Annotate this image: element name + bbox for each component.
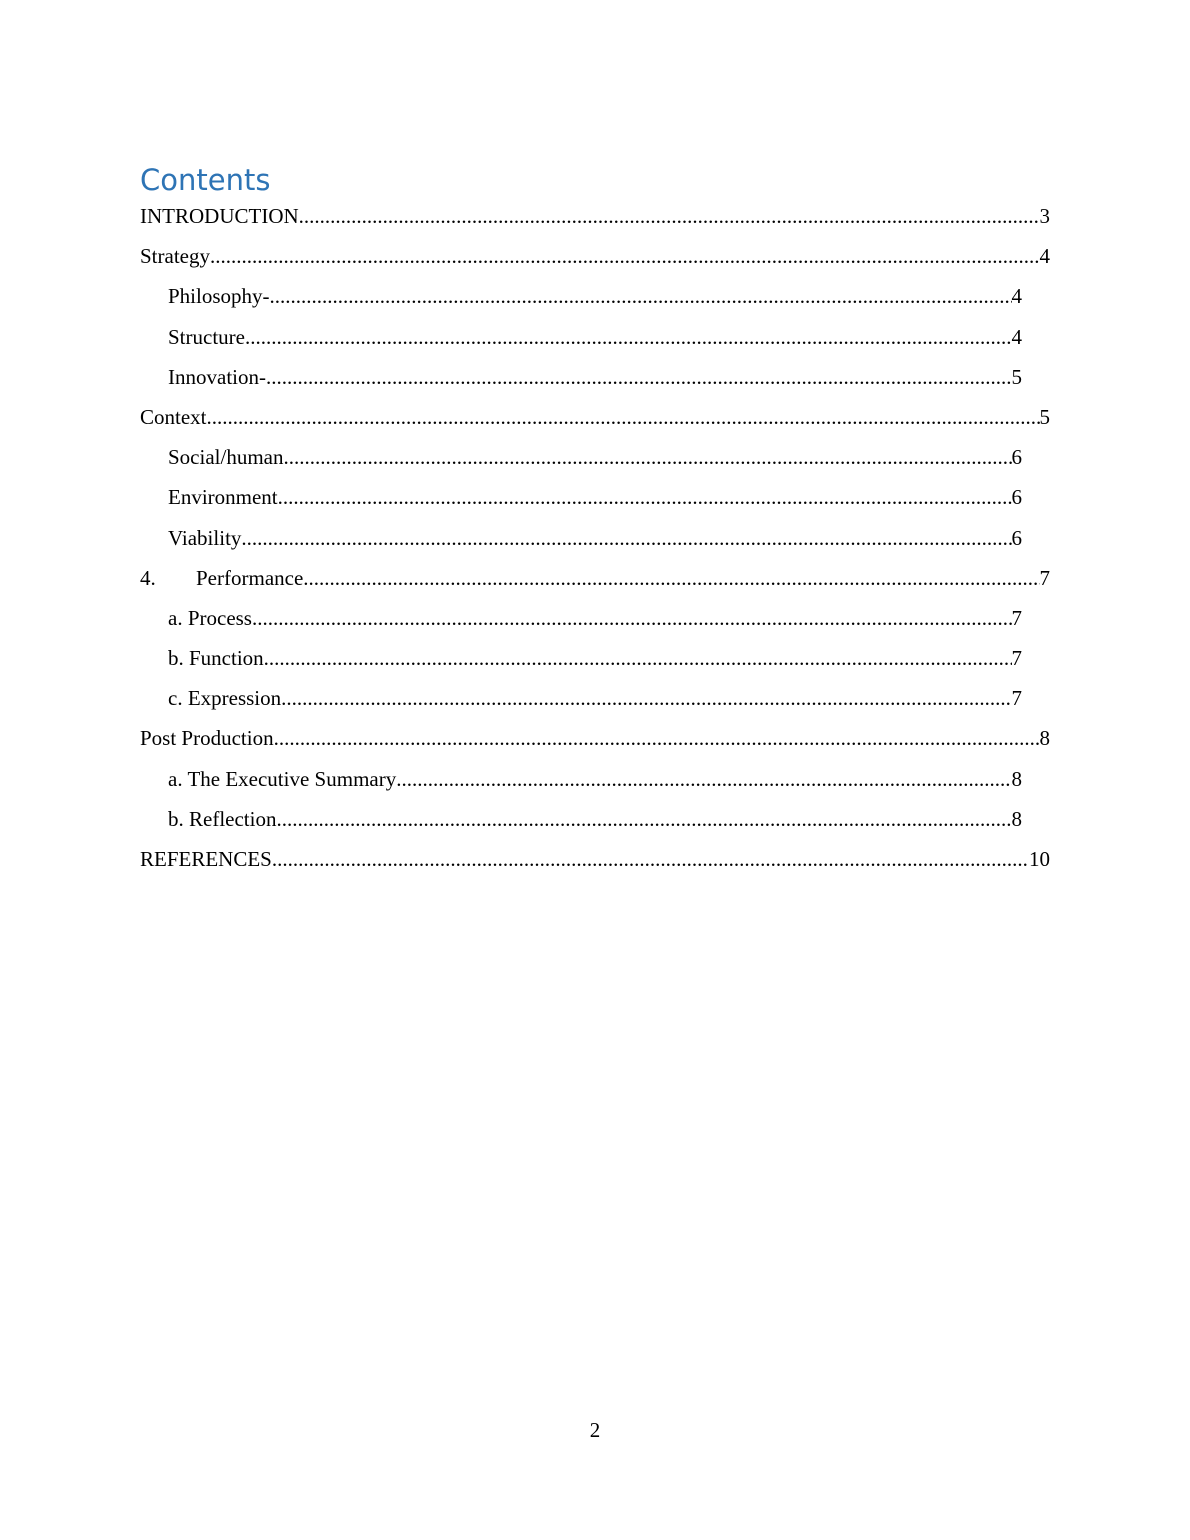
toc-entry-page-number: 3 (1039, 204, 1050, 228)
toc-entry-page-number: 6 (1011, 485, 1022, 510)
toc-entry[interactable] (140, 558, 1050, 598)
toc-dot-leader (210, 236, 1040, 276)
toc-entry-label: c. Expression (168, 686, 282, 711)
toc-dot-leader (276, 799, 1011, 839)
toc-entry[interactable] (140, 317, 1050, 357)
table-of-contents (140, 196, 1050, 879)
toc-entry-label: Post Production (140, 726, 274, 751)
toc-entry[interactable] (140, 759, 1050, 799)
toc-entry-page-number: 7 (1011, 605, 1022, 630)
toc-dot-leader (272, 839, 1029, 879)
toc-entry-label: INTRODUCTION (140, 204, 299, 228)
toc-entry[interactable] (140, 236, 1050, 276)
toc-entry[interactable] (140, 718, 1050, 758)
toc-entry-label: Performance (196, 565, 304, 590)
toc-entry-page-number: 6 (1011, 525, 1022, 550)
toc-entry[interactable] (140, 357, 1050, 397)
toc-dot-leader (283, 437, 1011, 477)
toc-dot-leader (299, 196, 1040, 236)
toc-entry-label: REFERENCES (140, 847, 272, 871)
toc-dot-leader (270, 276, 1012, 316)
toc-entry-page-number: 10 (1029, 847, 1050, 871)
toc-entry[interactable] (140, 799, 1050, 839)
toc-entry[interactable] (140, 437, 1050, 477)
toc-entry-number: 4. (140, 565, 156, 590)
toc-entry[interactable] (140, 196, 1050, 236)
toc-entry-page-number: 4 (1011, 324, 1022, 349)
toc-entry-page-number: 7 (1011, 646, 1022, 671)
toc-entry-label: Context (140, 404, 207, 429)
toc-entry-page-number: 5 (1039, 404, 1050, 429)
toc-entry-label: Viability (168, 525, 242, 550)
toc-entry-page-number: 4 (1011, 284, 1022, 309)
toc-entry-page-number: 7 (1039, 565, 1050, 590)
toc-entry-label: b. Function (168, 646, 264, 671)
toc-dot-leader (396, 759, 1011, 799)
toc-dot-leader (303, 558, 1039, 598)
toc-dot-leader (274, 718, 1040, 758)
toc-entry-label: Strategy (140, 244, 210, 269)
toc-entry-label: Social/human (168, 445, 284, 470)
toc-dot-leader (278, 477, 1012, 517)
toc-entry[interactable] (140, 518, 1050, 558)
toc-entry-page-number: 8 (1011, 806, 1022, 831)
toc-dot-leader (241, 518, 1011, 558)
toc-entry-label: Philosophy- (168, 284, 270, 309)
toc-entry-label: b. Reflection (168, 806, 277, 831)
toc-entry-label: Environment (168, 485, 278, 510)
toc-dot-leader (264, 638, 1012, 678)
toc-entry-label: a. The Executive Summary (168, 766, 397, 791)
toc-entry-page-number: 7 (1011, 686, 1022, 711)
toc-entry[interactable] (140, 477, 1050, 517)
toc-entry[interactable] (140, 638, 1050, 678)
toc-dot-leader (245, 317, 1012, 357)
toc-dot-leader (207, 397, 1040, 437)
page-number: 2 (589, 1418, 601, 1442)
toc-dot-leader (281, 678, 1011, 718)
toc-entry[interactable] (140, 276, 1050, 316)
toc-entry-page-number: 8 (1011, 766, 1022, 791)
toc-entry[interactable] (140, 397, 1050, 437)
toc-entry[interactable] (140, 598, 1050, 638)
toc-entry-label: a. Process (168, 605, 252, 630)
toc-entry[interactable] (140, 839, 1050, 879)
toc-entry-page-number: 8 (1039, 726, 1050, 751)
toc-dot-leader (252, 598, 1012, 638)
toc-dot-leader (266, 357, 1012, 397)
toc-entry-label: Innovation- (168, 364, 266, 389)
toc-entry-page-number: 4 (1039, 244, 1050, 269)
toc-entry-page-number: 5 (1011, 364, 1022, 389)
toc-entry-label: Structure (168, 324, 245, 349)
toc-title: Contents (140, 163, 271, 197)
toc-entry[interactable] (140, 678, 1050, 718)
toc-entry-page-number: 6 (1011, 445, 1022, 470)
